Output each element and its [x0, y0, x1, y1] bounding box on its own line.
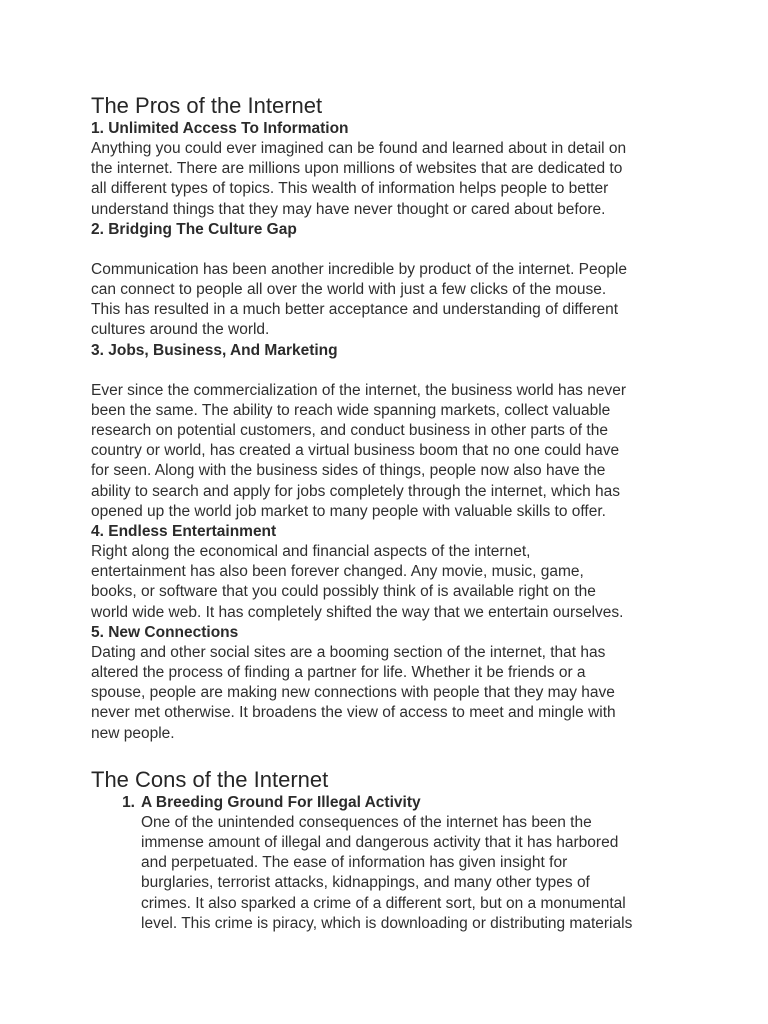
pros-item-2-line-4: cultures around the world. — [91, 321, 270, 339]
pros-item-3-heading: 3. Jobs, Business, And Marketing — [91, 341, 338, 359]
pros-item-3-line-6: ability to search and apply for jobs completely through the internet, which has — [91, 482, 621, 500]
cons-item-1 — [91, 793, 691, 934]
pros-item-5-line-1: Dating and other social sites are a booming section of the internet, that has — [91, 643, 606, 661]
pros-item-4 — [91, 522, 691, 623]
cons-item-1-line-2: immense amount of illegal and dangerous activity that it has harbored — [141, 834, 619, 852]
pros-item-1-line-2: the internet. There are millions upon millions of websites that are dedicated to — [91, 160, 623, 178]
pros-item-4-line-3: books, or software that you could possibly think of is available right on the — [91, 583, 596, 601]
pros-item-5-line-2: altered the process of finding a partner for life. Whether it be friends or a — [91, 664, 586, 682]
pros-item-5-line-4: never met otherwise. It broadens the view of access to meet and mingle with — [91, 704, 616, 722]
pros-item-5-heading: 5. New Connections — [91, 623, 239, 641]
pros-item-3-line-7: opened up the world job market to many people with valuable skills to offer. — [91, 502, 606, 520]
cons-item-1-line-1: One of the unintended consequences of the internet has been the — [141, 813, 592, 831]
pros-item-1-line-3: all different types of topics. This wealth of information helps people to better — [91, 180, 609, 198]
cons-item-1-line-4: burglaries, terrorist attacks, kidnappings, and many other types of — [141, 874, 590, 892]
pros-item-3-line-4: country or world, has created a virtual business boom that no one could have — [91, 442, 620, 460]
pros-item-2 — [91, 220, 691, 341]
pros-item-4-line-4: world wide web. It has completely shifted the way that we entertain ourselves. — [91, 603, 624, 621]
pros-item-5-line-5: new people. — [91, 724, 175, 742]
cons-section — [91, 767, 691, 934]
cons-item-1-line-6: level. This crime is piracy, which is downloading or distributing materials — [141, 914, 633, 932]
blank-line — [91, 361, 691, 381]
pros-item-2-line-3: This has resulted in a much better acceptance and understanding of different — [91, 301, 619, 319]
blank-line — [91, 240, 691, 260]
pros-item-3-line-1: Ever since the commercialization of the internet, the business world has never — [91, 381, 627, 399]
cons-title: The Cons of the Internet — [91, 766, 329, 792]
pros-item-1-line-1: Anything you could ever imagined can be found and learned about in detail on — [91, 140, 627, 157]
document-content — [91, 93, 691, 934]
pros-item-4-line-2: entertainment has also been forever changed. Any movie, music, game, — [91, 563, 584, 581]
pros-item-3-line-5: for seen. Along with the business sides of things, people now also have the — [91, 462, 606, 480]
pros-item-3-line-2: been the same. The ability to reach wide spanning markets, collect valuable — [91, 401, 611, 419]
pros-item-4-heading: 4. Endless Entertainment — [91, 523, 277, 541]
cons-item-1-heading: A Breeding Ground For Illegal Activity — [141, 793, 421, 811]
pros-item-4-line-1: Right along the economical and financial aspects of the internet, — [91, 543, 531, 561]
cons-item-1-number-column — [91, 793, 135, 934]
pros-item-5 — [91, 623, 691, 744]
cons-item-1-number: 1. — [122, 793, 135, 811]
pros-item-1-line-4: understand things that they may have never thought or cared about before. — [91, 200, 606, 218]
pros-item-3 — [91, 341, 691, 522]
pros-item-5-line-3: spouse, people are making new connections with people that they may have — [91, 684, 615, 702]
pros-item-2-line-2: can connect to people all over the world with just a few clicks of the mouse. — [91, 281, 607, 299]
pros-item-1 — [91, 119, 691, 220]
cons-item-1-body — [135, 793, 632, 934]
pros-item-2-heading: 2. Bridging The Culture Gap — [91, 220, 297, 238]
pros-item-3-line-3: research on potential customers, and conduct business in other parts of the — [91, 422, 608, 440]
pros-title: The Pros of the Internet — [91, 93, 323, 118]
cons-item-1-line-3: and perpetuated. The ease of information has given insight for — [141, 854, 568, 872]
pros-item-1-heading: 1. Unlimited Access To Information — [91, 120, 349, 137]
pros-item-2-line-1: Communication has been another incredible by product of the internet. People — [91, 260, 627, 278]
cons-item-1-line-5: crimes. It also sparked a crime of a different sort, but on a monumental — [141, 894, 626, 912]
